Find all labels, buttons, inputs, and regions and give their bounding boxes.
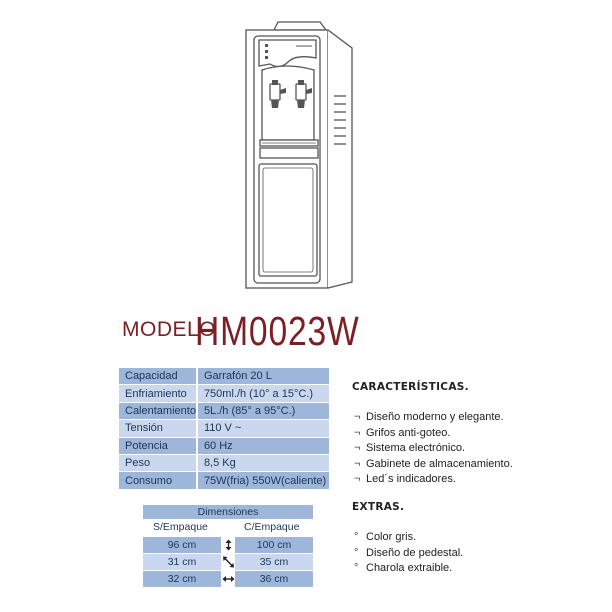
- bullet-marker: °: [354, 562, 359, 574]
- list-item: [354, 441, 513, 457]
- spec-row: [119, 385, 329, 402]
- spec-label: Potencia: [119, 437, 197, 454]
- list-item-text: Grifos anti-goteo.: [366, 426, 451, 439]
- spec-label: Peso: [119, 454, 197, 471]
- spec-row: [119, 472, 329, 489]
- spec-row: [119, 437, 329, 454]
- bullet-marker: ¬: [354, 426, 361, 439]
- model-code: HM0023W: [195, 308, 360, 354]
- bullet-marker: °: [354, 546, 359, 559]
- dimensions-col-without: S/Empaque: [153, 521, 208, 533]
- spec-row: [119, 420, 329, 437]
- dimension-with: 35 cm: [235, 554, 313, 570]
- bullet-marker: ¬: [354, 442, 361, 454]
- dimension-row: [143, 537, 313, 553]
- list-item: [354, 530, 463, 546]
- list-item-text: Diseño de pedestal.: [366, 546, 464, 559]
- list-item: [354, 410, 513, 426]
- caracteristicas-heading: CARACTERÍSTICAS.: [352, 381, 469, 393]
- dimensions-col-with: C/Empaque: [244, 521, 300, 533]
- list-item-text: Gabinete de almacenamiento.: [366, 457, 513, 470]
- water-dispenser-illustration: [226, 14, 376, 294]
- dimension-without: 31 cm: [143, 554, 221, 570]
- list-item: [354, 472, 513, 488]
- bullet-marker: ¬: [354, 457, 361, 470]
- dimension-without: 32 cm: [143, 571, 221, 587]
- spec-table: [119, 368, 329, 490]
- list-item: [354, 426, 513, 442]
- spec-value: 5L./h (85° a 95°C.): [197, 402, 329, 419]
- extras-list: [354, 530, 463, 577]
- dimension-with: 100 cm: [235, 537, 313, 553]
- bullet-marker: ¬: [354, 473, 361, 485]
- dimension-row: [143, 554, 313, 570]
- caracteristicas-list: [354, 410, 513, 488]
- spec-value: 750ml./h (10° a 15°C.): [197, 385, 329, 402]
- horizontal-arrow-icon: [222, 573, 235, 585]
- model-prefix: MODELO: [122, 318, 217, 341]
- spec-label: Enfriamiento: [119, 385, 197, 402]
- spec-row: [119, 368, 329, 385]
- spec-value: 60 Hz: [197, 437, 329, 454]
- dimension-without: 96 cm: [143, 537, 221, 553]
- spec-value: 110 V ~: [197, 420, 329, 437]
- extras-heading: EXTRAS.: [352, 501, 405, 513]
- list-item-text: Charola extraible.: [366, 562, 453, 574]
- spec-label: Consumo: [119, 472, 197, 489]
- list-item: [354, 561, 463, 577]
- spec-row: [119, 454, 329, 471]
- list-item-text: Color gris.: [366, 531, 417, 543]
- dimensions-column-headers: [143, 520, 313, 534]
- list-item-text: Led´s indicadores.: [366, 473, 456, 485]
- list-item-text: Sistema electrónico.: [366, 442, 466, 454]
- list-item-text: Diseño moderno y elegante.: [366, 411, 504, 423]
- spec-row: [119, 402, 329, 419]
- spec-value: 8,5 Kg: [197, 454, 329, 471]
- bullet-marker: °: [354, 531, 359, 543]
- diagonal-arrow-icon: [222, 556, 235, 568]
- list-item: [354, 546, 463, 562]
- dimension-row: [143, 571, 313, 587]
- list-item: [354, 457, 513, 473]
- bullet-marker: ¬: [354, 411, 361, 423]
- vertical-arrow-icon: [222, 539, 235, 551]
- model-heading: [122, 306, 422, 352]
- spec-value: Garrafón 20 L: [197, 368, 329, 385]
- spec-value: 75W(fria) 550W(caliente): [197, 472, 329, 489]
- spec-label: Capacidad: [119, 368, 197, 385]
- dimension-with: 36 cm: [235, 571, 313, 587]
- spec-label: Calentamiento: [119, 402, 197, 419]
- dimensions-title: Dimensiones: [143, 505, 313, 519]
- spec-label: Tensión: [119, 420, 197, 437]
